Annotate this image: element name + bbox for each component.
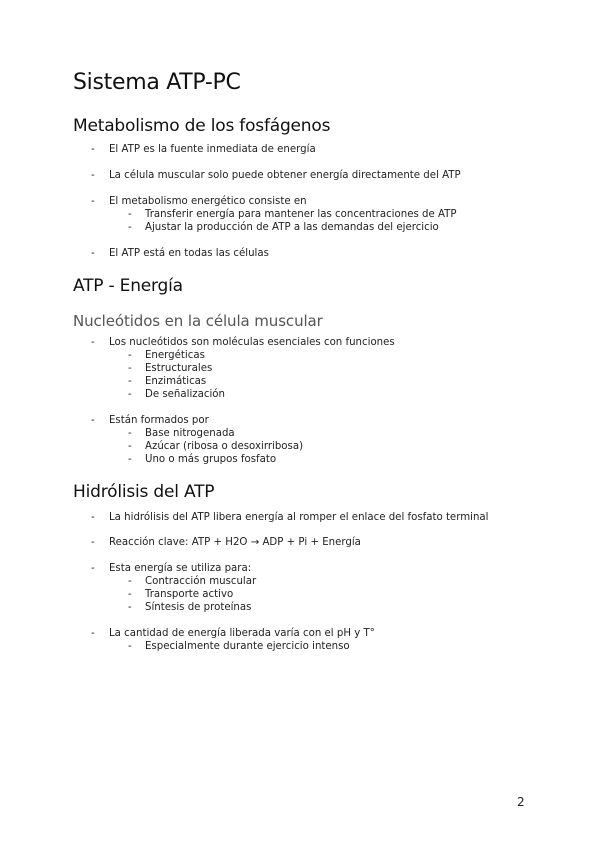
subsection-heading-nucleotidos: Nucleótidos en la célula muscular <box>73 312 323 330</box>
sub-list-item: - Transporte activo <box>145 588 233 601</box>
list-item: - Reacción clave: ATP + H2O → ADP + Pi + Energía <box>109 536 361 549</box>
section-heading-metabolismo: Metabolismo de los fosfágenos <box>73 116 331 136</box>
list-item: - El ATP es la fuente inmediata de energía <box>109 143 316 156</box>
sub-list-item: - Estructurales <box>145 362 212 375</box>
page-title: Sistema ATP-PC <box>73 70 241 95</box>
sub-list-item: - Transferir energía para mantener las concentraciones de ATP <box>145 208 457 221</box>
sub-list-item: - Enzimáticas <box>145 375 206 388</box>
list-item: - Esta energía se utiliza para: <box>109 562 251 575</box>
sub-list-item: - Contracción muscular <box>145 575 256 588</box>
section-heading-hidrolisis: Hidrólisis del ATP <box>73 482 215 502</box>
list-item: - La cantidad de energía liberada varía con el pH y T° <box>109 627 375 640</box>
sub-list-item: - Uno o más grupos fosfato <box>145 453 276 466</box>
list-item: - El ATP está en todas las células <box>109 247 269 260</box>
list-item: - Están formados por <box>109 414 209 427</box>
sub-list-item: - Síntesis de proteínas <box>145 601 251 614</box>
sub-list-item: - Azúcar (ribosa o desoxirribosa) <box>145 440 303 453</box>
list-item: - La célula muscular solo puede obtener energía directamente del ATP <box>109 169 461 182</box>
section-heading-atp-energia: ATP - Energía <box>73 276 183 296</box>
list-item: - El metabolismo energético consiste en <box>109 195 307 208</box>
sub-list-item: - Ajustar la producción de ATP a las demandas del ejercicio <box>145 221 439 234</box>
page-number: 2 <box>517 795 525 809</box>
list-item: - La hidrólisis del ATP libera energía al romper el enlace del fosfato terminal <box>109 511 489 524</box>
sub-list-item: - Base nitrogenada <box>145 427 235 440</box>
list-item: - Los nucleótidos son moléculas esenciales con funciones <box>109 336 395 349</box>
sub-list-item: - Especialmente durante ejercicio intenso <box>145 640 350 653</box>
sub-list-item: - Energéticas <box>145 349 205 362</box>
sub-list-item: - De señalización <box>145 388 225 401</box>
